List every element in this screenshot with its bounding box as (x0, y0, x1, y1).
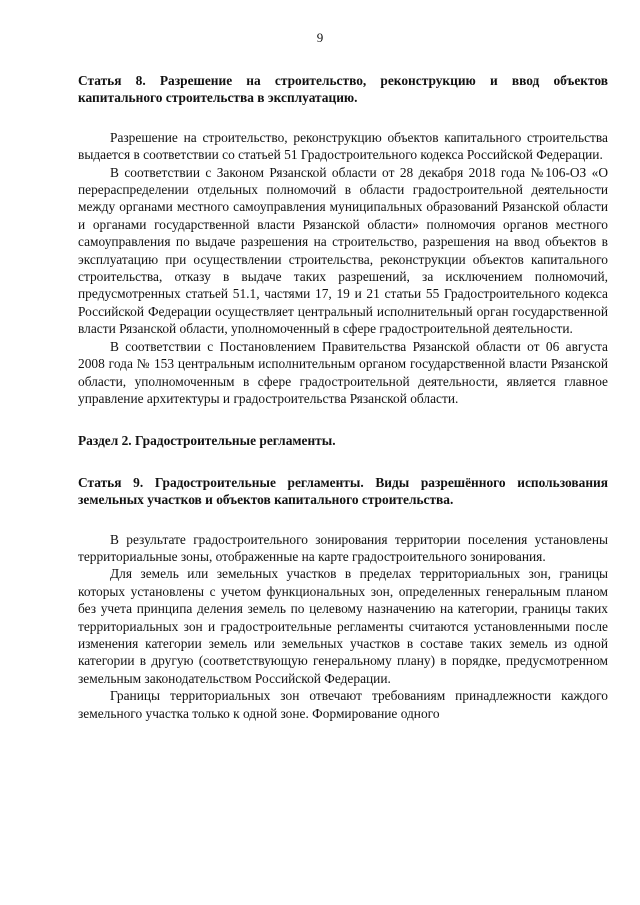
article-8-paragraph-2: В соответствии с Законом Рязанской области от 28 декабря 2018 года №106-ОЗ «О перераспределении отдельных полномочий в области градостроительной деятельности между органами местного самоуправления муниципальных образований Рязанской области и органами государственной власти Рязанской области» полномочия органов местного самоуправления по выдаче разрешения на строительство, разрешения на ввод объектов в эксплуатацию при осуществлении строительства, реконструкции объектов капитального строительства, отказу в выдаче таких разрешений, за исключением полномочий, предусмотренных статьей 51.1, частями 17, 19 и 21 статьи 55 Градостроительного кодекса Российской Федерации осуществляет центральный исполнительный орган государственной власти Рязанской области, уполномоченный в сфере градостроительной деятельности. (78, 164, 608, 337)
page-content (78, 72, 608, 722)
article-8-heading: Статья 8. Разрешение на строительство, реконструкцию и ввод объектов капитального строительства в эксплуатацию. (78, 73, 608, 106)
section-2-heading: Раздел 2. Градостроительные регламенты. (78, 433, 336, 449)
page-number: 9 (316, 30, 324, 45)
article-9-paragraph-3: Границы территориальных зон отвечают требованиям принадлежности каждого земельного участка только к одной зоне. Формирование одного (78, 688, 608, 721)
article-8-paragraph-3: В соответствии с Постановлением Правительства Рязанской области от 06 августа 2008 года № 153 центральным исполнительным органом государственной власти Рязанской области, уполномоченным в сфере градостроительной деятельности, является главное управление архитектуры и градостроительства Рязанской области. (78, 338, 608, 406)
article-9-heading: Статья 9. Градостроительные регламенты. Виды разрешённого использования земельных участков и объектов капитального строительства. (78, 474, 608, 508)
article-8-paragraph-1: Разрешение на строительство, реконструкцию объектов капитального строительства выдается в соответствии со статьей 51 Градостроительного кодекса Российской Федерации. (78, 129, 608, 163)
article-9-paragraph-1: В результате градостроительного зонирования территории поселения установлены территориальные зоны, отображенные на карте градостроительного зонирования. (78, 531, 608, 564)
article-9-paragraph-2: Для земель или земельных участков в пределах территориальных зон, границы которых установлены с учетом функциональных зон, определенных генеральным планом без учета принципа деления земель по целевому назначению на категории, границы таких территориальных зон и градостроительные регламенты считаются установленными после изменения категории земель или земельных участков в составе таких земель из одной категории в другую (соответствующую генеральному плану) в порядке, предусмотренном земельным законодательством Российской Федерации. (78, 566, 608, 686)
